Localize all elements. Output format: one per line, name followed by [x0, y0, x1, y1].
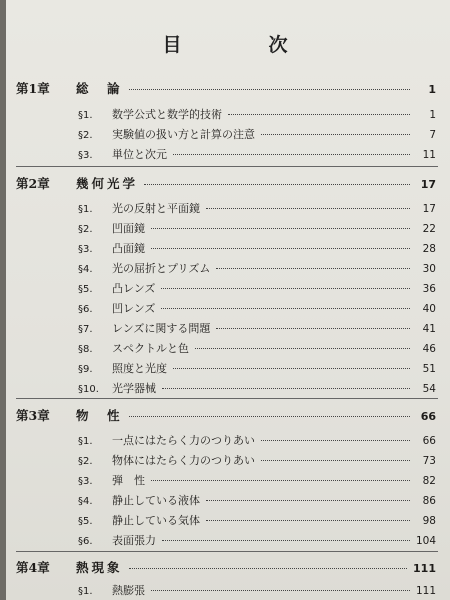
section-number: §6. — [78, 304, 93, 315]
section-2-8 — [78, 340, 436, 356]
section-3-1 — [78, 432, 436, 448]
section-2-10 — [78, 380, 436, 396]
divider-line — [16, 398, 438, 399]
chapter-1 — [16, 79, 436, 97]
section-number: §7. — [78, 324, 93, 335]
chapter-number: 第4章 — [16, 560, 50, 575]
section-page: 17 — [422, 203, 436, 215]
section-page: 1 — [429, 109, 436, 121]
section-title: 凹面鏡 — [112, 222, 145, 235]
dot-leader — [151, 480, 410, 481]
dot-leader — [261, 440, 410, 441]
section-1-1 — [78, 106, 436, 122]
dot-leader — [206, 500, 410, 501]
section-page: 40 — [422, 303, 436, 315]
chapter-number: 第1章 — [16, 81, 50, 96]
dot-leader — [261, 134, 410, 135]
dot-leader — [161, 288, 410, 289]
dot-leader — [144, 184, 410, 185]
section-page: 73 — [422, 455, 436, 467]
chapter-page: 66 — [420, 410, 436, 423]
section-2-9 — [78, 360, 436, 376]
dot-leader — [173, 368, 410, 369]
chapter-title: 熱現象 — [76, 560, 123, 575]
section-number: §5. — [78, 516, 93, 527]
section-number: §3. — [78, 150, 93, 161]
section-2-5 — [78, 280, 436, 296]
section-title: 数学公式と数学的技術 — [112, 108, 222, 121]
dot-leader — [151, 590, 410, 591]
section-page: 111 — [415, 585, 436, 597]
section-number: §4. — [78, 496, 93, 507]
dot-leader — [195, 348, 410, 349]
section-title: レンズに関する問題 — [112, 322, 211, 335]
section-2-1 — [78, 200, 436, 216]
dot-leader — [129, 89, 410, 90]
chapter-number: 第3章 — [16, 408, 50, 423]
section-number: §9. — [78, 364, 93, 375]
section-title: 一点にはたらく力のつりあい — [112, 434, 255, 447]
section-number: §1. — [78, 586, 93, 597]
section-page: 82 — [422, 475, 436, 487]
section-title: 表面張力 — [112, 534, 156, 547]
dot-leader — [162, 540, 410, 541]
dot-leader — [161, 308, 410, 309]
section-page: 41 — [422, 323, 436, 335]
section-title: 光学器械 — [112, 382, 156, 395]
section-page: 54 — [422, 383, 436, 395]
section-number: §2. — [78, 130, 93, 141]
section-number: §2. — [78, 456, 93, 467]
section-title: スペクトルと色 — [112, 342, 189, 355]
chapter-2 — [16, 174, 436, 192]
section-page: 46 — [422, 343, 436, 355]
dot-leader — [129, 416, 410, 417]
dot-leader — [151, 248, 410, 249]
section-3-2 — [78, 452, 436, 468]
section-number: §3. — [78, 244, 93, 255]
dot-leader — [206, 208, 410, 209]
section-page: 66 — [422, 435, 436, 447]
section-title: 熱膨張 — [112, 584, 145, 597]
section-page: 30 — [422, 263, 436, 275]
section-3-4 — [78, 492, 436, 508]
section-number: §4. — [78, 264, 93, 275]
divider-line — [16, 166, 438, 167]
dot-leader — [173, 154, 410, 155]
dot-leader — [216, 328, 410, 329]
section-page: 104 — [415, 535, 436, 547]
section-2-6 — [78, 300, 436, 316]
dot-leader — [228, 114, 410, 115]
section-title: 照度と光度 — [112, 362, 167, 375]
section-page: 36 — [422, 283, 436, 295]
section-number: §3. — [78, 476, 93, 487]
section-number: §10. — [78, 384, 99, 395]
section-number: §8. — [78, 344, 93, 355]
section-page: 22 — [422, 223, 436, 235]
section-number: §1. — [78, 110, 93, 121]
chapter-title: 総 論 — [76, 81, 123, 96]
section-title: 凸レンズ — [112, 282, 156, 295]
page-title: 目 次 — [162, 34, 322, 56]
section-page: 86 — [422, 495, 436, 507]
section-title: 凸面鏡 — [112, 242, 145, 255]
chapter-title: 物 性 — [76, 408, 123, 423]
section-4-1 — [78, 582, 436, 598]
chapter-page: 111 — [413, 562, 436, 575]
chapter-number: 第2章 — [16, 176, 50, 191]
section-title: 静止している気体 — [112, 514, 200, 527]
section-3-3 — [78, 472, 436, 488]
section-page: 98 — [422, 515, 436, 527]
section-page: 51 — [422, 363, 436, 375]
book-page — [6, 0, 450, 600]
divider-line — [16, 551, 438, 552]
section-2-3 — [78, 240, 436, 256]
chapter-page: 1 — [428, 83, 436, 96]
dot-leader — [206, 520, 410, 521]
chapter-page: 17 — [420, 178, 436, 191]
section-1-3 — [78, 146, 436, 162]
section-title: 単位と次元 — [112, 148, 167, 161]
section-title: 静止している液体 — [112, 494, 200, 507]
section-3-5 — [78, 512, 436, 528]
dot-leader — [151, 228, 410, 229]
chapter-title: 幾何光学 — [76, 176, 139, 191]
section-number: §5. — [78, 284, 93, 295]
section-page: 11 — [422, 149, 436, 161]
section-number: §1. — [78, 436, 93, 447]
section-2-7 — [78, 320, 436, 336]
dot-leader — [162, 388, 410, 389]
section-number: §6. — [78, 536, 93, 547]
chapter-3 — [16, 406, 436, 424]
section-number: §1. — [78, 204, 93, 215]
section-title: 物体にはたらく力のつりあい — [112, 454, 255, 467]
dot-leader — [261, 460, 410, 461]
section-title: 光の反射と平面鏡 — [112, 202, 200, 215]
dot-leader — [129, 568, 408, 569]
chapter-4 — [16, 558, 436, 576]
section-page: 28 — [422, 243, 436, 255]
section-title: 凹レンズ — [112, 302, 156, 315]
section-2-4 — [78, 260, 436, 276]
section-2-2 — [78, 220, 436, 236]
section-title: 実験値の扱い方と計算の注意 — [112, 128, 255, 141]
dot-leader — [216, 268, 410, 269]
section-title: 光の屈折とプリズム — [112, 262, 211, 275]
section-1-2 — [78, 126, 436, 142]
section-page: 7 — [429, 129, 436, 141]
section-title: 弾 性 — [112, 474, 145, 487]
section-number: §2. — [78, 224, 93, 235]
section-3-6 — [78, 532, 436, 548]
